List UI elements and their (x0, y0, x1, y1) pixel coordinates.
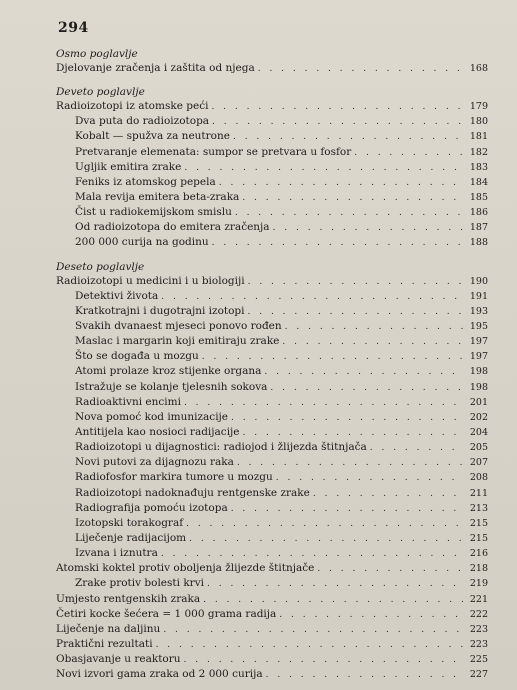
toc-entry (56, 546, 488, 561)
dot-leader (354, 146, 463, 161)
toc-entry (56, 205, 488, 220)
dot-leader (203, 593, 463, 608)
entry-page-number: 184 (469, 176, 488, 188)
toc-entry (56, 380, 488, 395)
entry-title: Atomski koktel protiv oboljenja žlijezde štitnjače (56, 562, 315, 575)
toc-entry (56, 274, 488, 289)
dot-leader (248, 305, 463, 320)
entry-title: Liječenje na daljinu (56, 622, 161, 635)
entry-page-number: 202 (469, 411, 488, 423)
entry-title: Nova pomoć kod imunizacije (75, 410, 229, 423)
dot-leader (231, 411, 463, 426)
toc-entry (56, 561, 488, 576)
entry-page-number: 195 (469, 320, 488, 332)
dot-leader (242, 191, 463, 206)
entry-title: Radioizotopi u medicini i u biologiji (56, 274, 245, 287)
dot-leader (282, 335, 463, 350)
toc-entry (56, 667, 488, 682)
entry-page-number: 197 (469, 351, 488, 363)
dot-leader (237, 456, 463, 471)
toc-entry (56, 607, 488, 622)
entry-title: Kratkotrajni i dugotrajni izotopi (75, 304, 245, 317)
dot-leader (258, 62, 463, 77)
toc-entry (56, 145, 488, 160)
dot-leader (156, 638, 463, 653)
dot-leader (266, 668, 463, 683)
entry-title: Feniks iz atomskog pepela (75, 175, 216, 188)
toc-entry (56, 516, 488, 531)
dot-leader (285, 320, 463, 335)
dot-leader (235, 206, 463, 221)
dot-leader (264, 365, 463, 380)
entry-title: Detektivi života (75, 289, 159, 302)
entry-page-number: 193 (469, 305, 488, 317)
dot-leader (248, 275, 463, 290)
entry-title: Kobalt — spužva za neutrone (75, 130, 230, 143)
toc-entry (56, 531, 488, 546)
entry-title: Radioizotopi iz atomske peći (56, 100, 209, 113)
toc-entry (56, 334, 488, 349)
toc-entry (56, 622, 488, 637)
entry-title: Novi izvori gama zraka od 2 000 curija (56, 668, 263, 681)
entry-title: Praktični rezultati (56, 637, 153, 650)
chapter-heading: Osmo poglavlje (56, 48, 138, 60)
dot-leader (313, 487, 463, 502)
entry-title: Mala revija emitera beta-zraka (75, 190, 240, 203)
dot-leader (211, 100, 463, 115)
entry-title: Umjesto rentgenskih zraka (56, 592, 201, 605)
dot-leader (219, 176, 463, 191)
dot-leader (317, 562, 463, 577)
entry-page-number: 186 (469, 207, 488, 219)
dot-leader (233, 130, 463, 145)
toc-entry (56, 319, 488, 334)
entry-page-number: 205 (469, 442, 488, 454)
entry-page-number: 221 (469, 593, 488, 605)
entry-title: Radioizotopi u dijagnostici: radiojod i žlijezda štitnjača (75, 441, 367, 454)
entry-page-number: 208 (469, 472, 488, 484)
toc-entry (56, 114, 488, 129)
toc-entry (56, 637, 488, 652)
entry-title: Izotopski torakograf (75, 516, 184, 529)
entry-page-number: 181 (469, 131, 488, 143)
toc-entry (56, 235, 488, 250)
entry-page-number: 213 (469, 502, 488, 514)
entry-page-number: 218 (469, 563, 488, 575)
entry-page-number: 191 (469, 290, 488, 302)
entry-page-number: 215 (469, 517, 488, 529)
toc-entry (56, 486, 488, 501)
toc-entry (56, 455, 488, 470)
toc-entry (56, 289, 488, 304)
dot-leader (207, 577, 463, 592)
toc-entry (56, 99, 488, 114)
entry-page-number: 215 (469, 532, 488, 544)
page-number: 294 (58, 20, 89, 36)
toc-entry (56, 349, 488, 364)
entry-title: Izvana i iznutra (75, 547, 158, 560)
entry-title: Ugljik emitira zrake (75, 160, 182, 173)
toc-entry (56, 304, 488, 319)
entry-page-number: 219 (469, 578, 488, 590)
dot-leader (279, 608, 463, 623)
entry-title: Četiri kocke šećera = 1 000 grama radija (56, 607, 277, 620)
entry-title: Čist u radiokemijskom smislu (75, 206, 232, 219)
entry-page-number: 204 (469, 426, 488, 438)
entry-page-number: 185 (469, 191, 488, 203)
toc-entry (56, 175, 488, 190)
entry-page-number: 168 (469, 63, 488, 74)
entry-title: Pretvaranje elemenata: sumpor se pretvara u fosfor (75, 145, 352, 158)
dot-leader (273, 221, 463, 236)
entry-page-number: 182 (469, 146, 488, 158)
dot-leader (184, 396, 463, 411)
chapter-spacer (56, 76, 488, 86)
toc-entry (56, 470, 488, 485)
entry-page-number: 227 (469, 669, 488, 681)
toc-entry (56, 190, 488, 205)
toc-entry (56, 160, 488, 175)
toc-entry (56, 410, 488, 425)
entry-page-number: 222 (469, 608, 488, 620)
entry-page-number: 190 (469, 275, 488, 287)
entry-title: Radioaktivni encimi (75, 395, 181, 408)
chapter-spacer (56, 251, 488, 261)
toc-entry (56, 395, 488, 410)
dot-leader (212, 236, 463, 251)
entry-page-number: 207 (469, 457, 488, 469)
dot-leader (212, 115, 463, 130)
dot-leader (276, 471, 463, 486)
toc-entry (56, 652, 488, 667)
entry-title: Djelovanje zračenja i zaštita od njega (56, 62, 255, 74)
dot-leader (184, 161, 463, 176)
entry-title: Zrake protiv bolesti krvi (75, 577, 204, 590)
entry-page-number: 211 (469, 487, 488, 499)
entry-page-number: 223 (469, 623, 488, 635)
toc-entry (56, 425, 488, 440)
entry-page-number: 223 (469, 638, 488, 650)
entry-title: Antitijela kao nosioci radijacije (75, 425, 240, 438)
entry-page-number: 179 (469, 101, 488, 113)
toc-entry (56, 129, 488, 144)
dot-leader (231, 502, 463, 517)
toc-entry (56, 440, 488, 455)
entry-page-number: 198 (469, 366, 488, 378)
chapter-heading: Deveto poglavlje (56, 86, 145, 99)
entry-page-number: 225 (469, 654, 488, 666)
toc-entry (56, 220, 488, 235)
entry-title: Novi putovi za dijagnozu raka (75, 456, 234, 469)
dot-leader (161, 547, 463, 562)
dot-leader (202, 350, 463, 365)
entry-page-number: 187 (469, 222, 488, 234)
entry-page-number: 201 (469, 396, 488, 408)
entry-title: Dva puta do radioizotopa (75, 115, 210, 128)
entry-title: 200 000 curija na godinu (75, 236, 209, 249)
dot-leader (161, 290, 463, 305)
entry-page-number: 188 (469, 237, 488, 249)
dot-leader (270, 381, 463, 396)
entry-title: Radioizotopi nadoknađuju rentgenske zrake (75, 486, 310, 499)
toc-entry (56, 592, 488, 607)
entry-title: Od radioizotopa do emitera zračenja (75, 221, 270, 234)
entry-title: Što se događa u mozgu (75, 350, 199, 363)
toc-entry (56, 501, 488, 516)
entry-title: Liječenje radijacijom (75, 531, 187, 544)
entry-title: Radiografija pomoću izotopa (75, 501, 228, 514)
entry-title: Obasjavanje u reaktoru (56, 653, 181, 666)
toc-entry (56, 61, 488, 76)
dot-leader (243, 426, 463, 441)
entry-page-number: 198 (469, 381, 488, 393)
entry-title: Istražuje se kolanje tjelesnih sokova (75, 380, 268, 393)
dot-leader (189, 532, 463, 547)
entry-title: Svakih dvanaest mjeseci ponovo rođen (75, 319, 282, 332)
dot-leader (184, 653, 463, 668)
dot-leader (186, 517, 463, 532)
entry-title: Atomi prolaze kroz stijenke organa (75, 365, 262, 378)
dot-leader (370, 441, 463, 456)
entry-page-number: 180 (469, 116, 488, 128)
dot-leader (163, 623, 463, 638)
entry-page-number: 183 (469, 161, 488, 173)
chapter-heading: Deseto poglavlje (56, 260, 145, 273)
entry-title: Radiofosfor markira tumore u mozgu (75, 471, 273, 484)
entry-page-number: 216 (469, 548, 488, 560)
entry-page-number: 197 (469, 336, 488, 348)
toc-entry (56, 576, 488, 591)
entry-title: Maslac i margarin koji emitiraju zrake (75, 335, 280, 348)
toc-entry (56, 364, 488, 379)
table-of-contents (56, 48, 488, 682)
